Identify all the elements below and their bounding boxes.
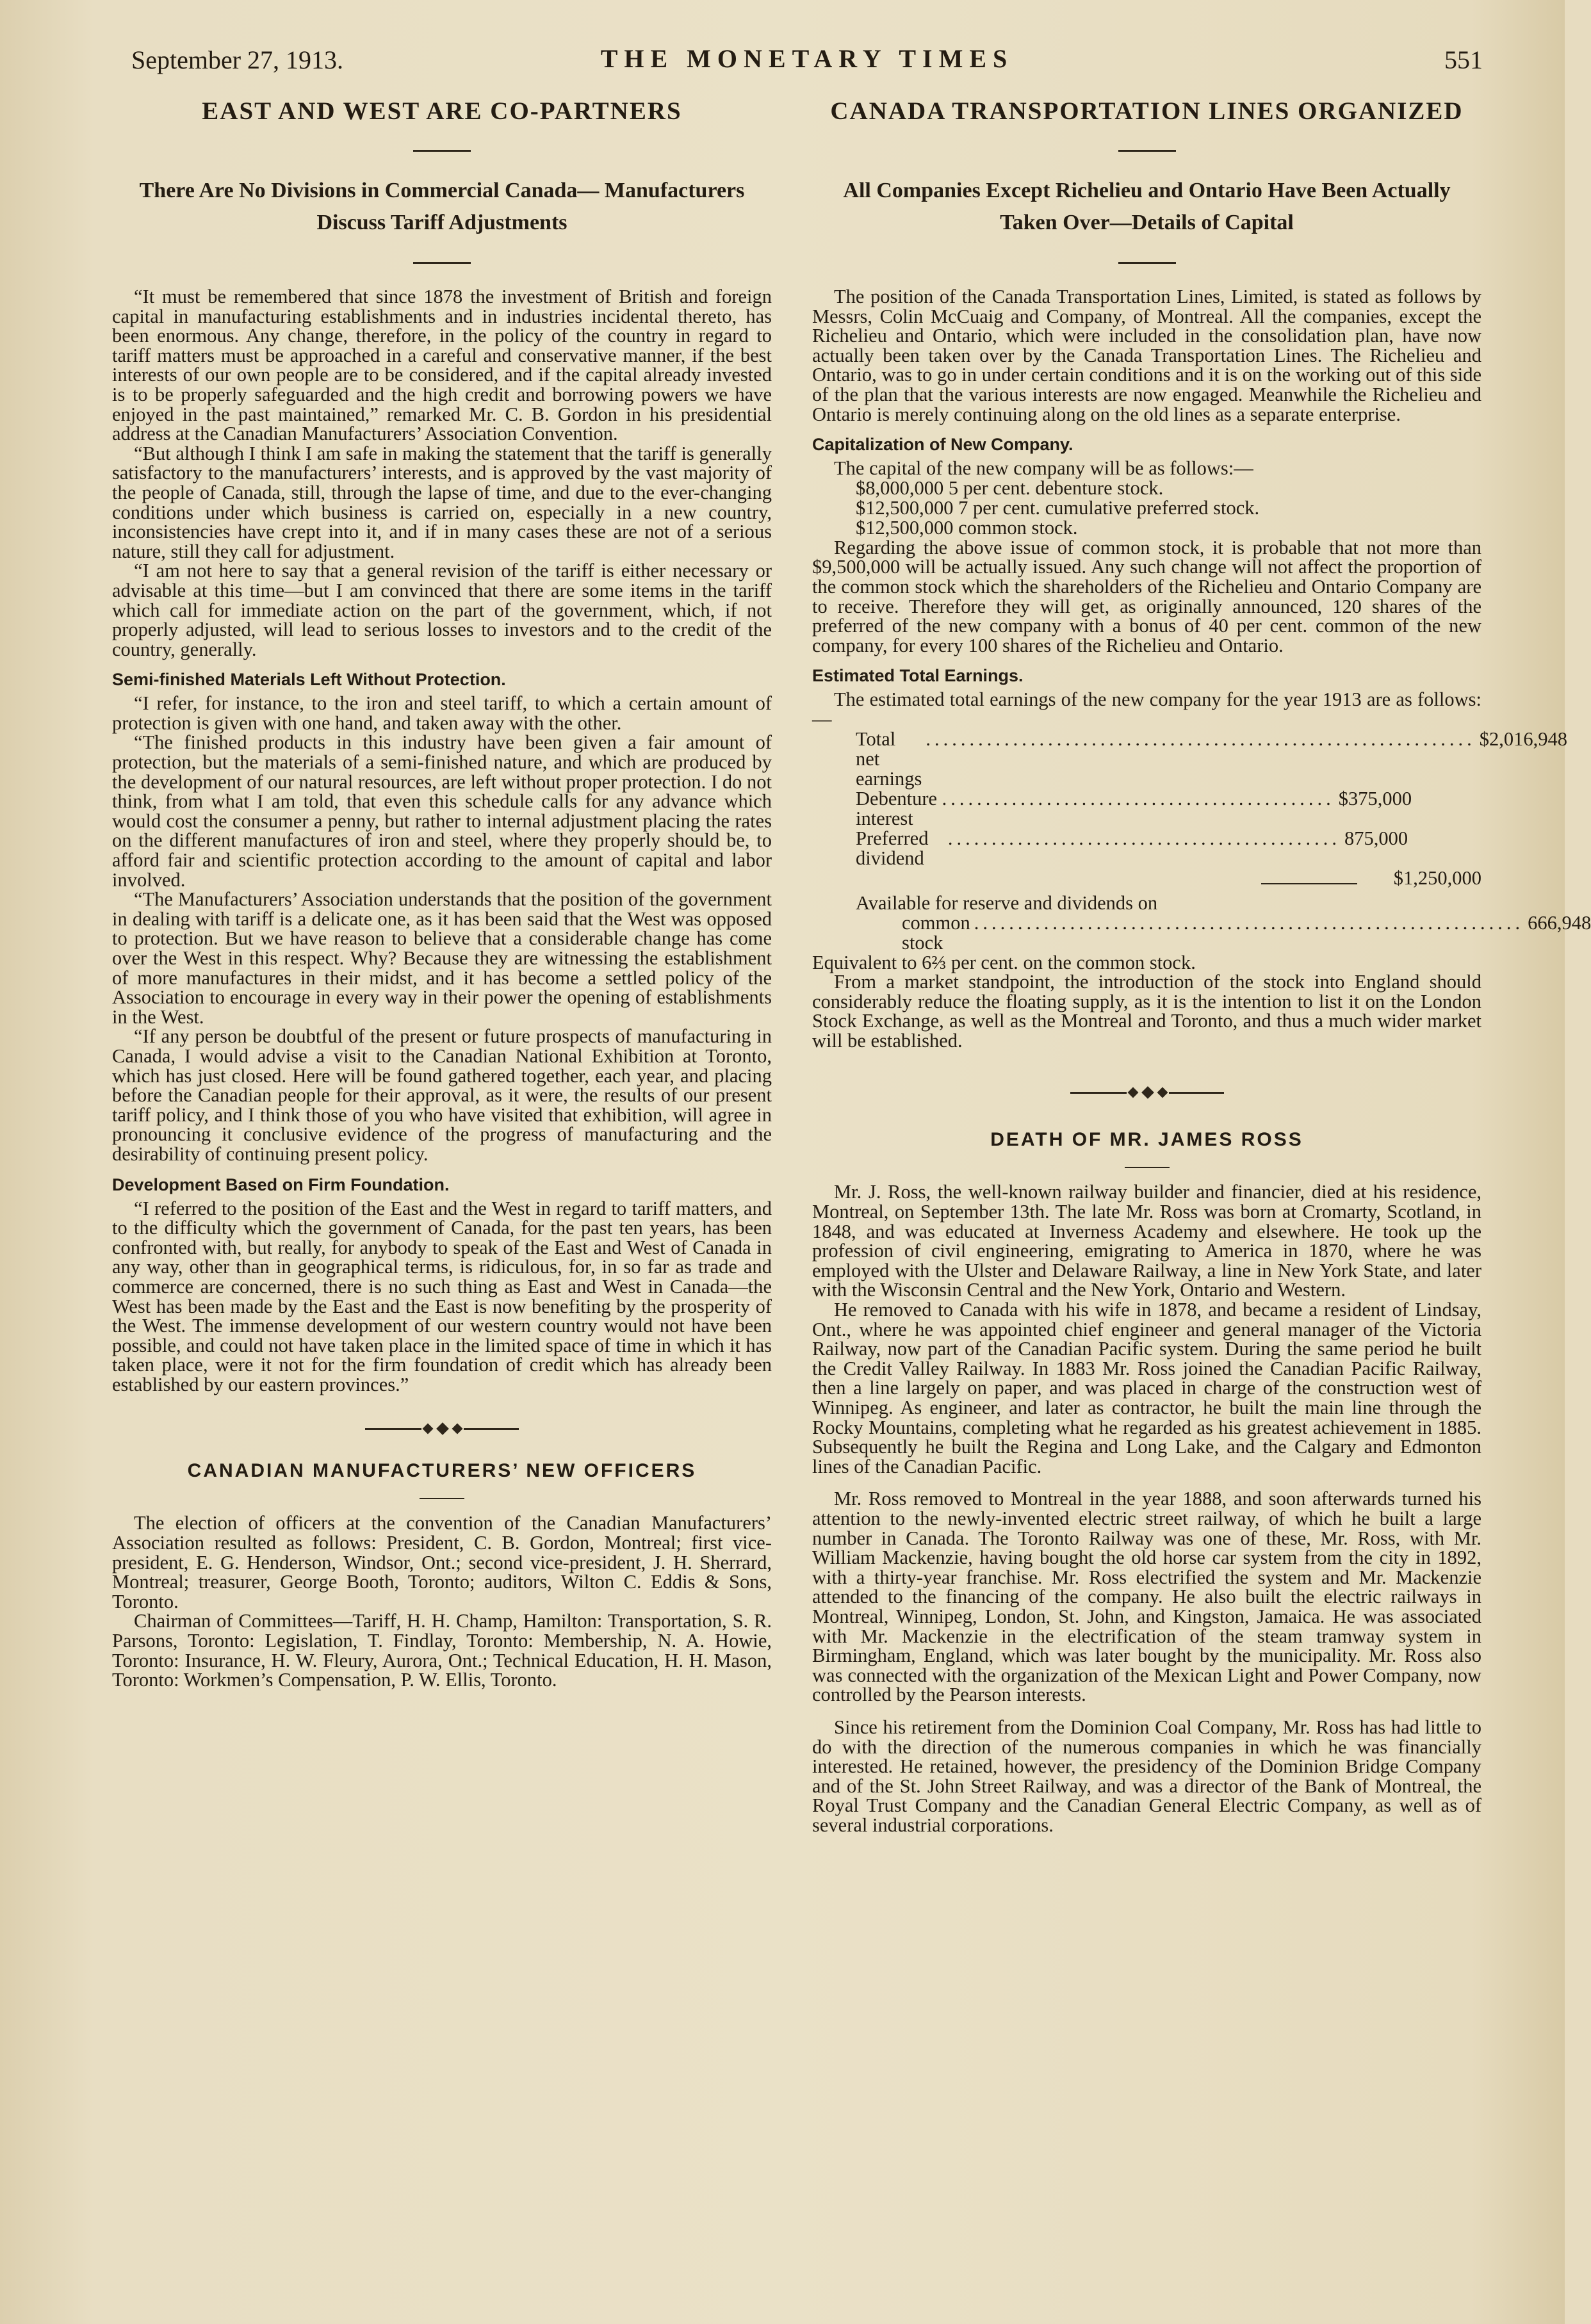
article-headline: CANADIAN MANUFACTURERS’ NEW OFFICERS (187, 1460, 697, 1482)
article-paragraph: “The Manufacturers’ Association understands that the position of the government in dealing with tariff is a delicate one, as it has been said that the West was opposed to protection. But we have reason to believe that a considerable change has come over the West in this respect. Why? Because they are witnessing the establishment of more manufactures in their midst, and it has become a settled policy of the Association to encourage in every way in their power the opening of establishments in the West. (112, 888, 772, 1028)
capital-item: $12,500,000 common stock. (856, 516, 1078, 539)
earnings-row (812, 829, 1481, 868)
divider-rule (413, 262, 471, 264)
capital-item: $8,000,000 5 per cent. debenture stock. (856, 476, 1164, 499)
article-paragraph: Chairman of Committees—Tariff, H. H. Champ, Hamilton: Transportation, S. R. Parsons, Toronto: Legislation, T. Findlay, Toronto: Membership, N. A. Howie, Toronto: Insurance, H. W. Fleury, Aurora, Ont.; Technical Education, H. H. Mason, Toronto: Workmen’s Compensation, P. W. Ellis, Toronto. (112, 1610, 772, 1691)
subheading: Capitalization of New Company. (812, 435, 1073, 455)
article-paragraph: Since his retirement from the Dominion Coal Company, Mr. Ross has had little to do with the direction of the numerous companies in which he was financially interested. He retained, however, the presidency of the Dominion Bridge Company and of the St. John Street Railway, and was a director of the Bank of Montreal, the Royal Trust Company and the Canadian General Electric Company, as well as of several industrial corporations. (812, 1716, 1481, 1836)
masthead: THE MONETARY TIMES (600, 44, 1014, 73)
subheading: Estimated Total Earnings. (812, 666, 1024, 686)
article-paragraph: “It must be remembered that since 1878 the investment of British and foreign capital in manufacturing establishments and in industries incidental thereto, has been enormous. Any change, therefore, in the policy of the country in regard to tariff matters must be approached in a careful and conservative manner, if the best interests of our own people are to be considered, and if the capital already invested is to be properly safeguarded and the high credit and borrowing powers we have enjoyed in the past maintained,” remarked Mr. C. B. Gordon in his presidential address at the Canadian Manufacturers’ Association Convention. (112, 286, 772, 445)
divider-rule (1118, 262, 1176, 264)
right-column (812, 96, 1591, 1836)
divider-rule (1125, 1167, 1170, 1168)
earnings-row (812, 893, 1481, 913)
divider-rule (413, 150, 471, 152)
earnings-row (812, 911, 1591, 954)
divider-rule (420, 1498, 464, 1499)
article-headline: CANADA TRANSPORTATION LINES ORGANIZED (830, 97, 1464, 125)
article-headline: EAST AND WEST ARE CO-PARTNERS (202, 97, 682, 125)
section-ornament (365, 1422, 519, 1435)
earnings-subtotal-row (812, 868, 1481, 888)
earnings-amount: 875,000 (1344, 827, 1408, 849)
article-paragraph: Regarding the above issue of common stock, it is probable that not more than $9,500,000 will be actually issued. Any such change will not affect the proportion of the common stock which the shareholders of the Richelieu and Ontario Company are to receive. Therefore they will get, as originally announced, 120 shares of the preferred of the new company with a bonus of 40 per cent. common of the new company, for every 100 shares of the Richelieu and Ontario. (812, 536, 1481, 656)
leader-dots: ............................................................... (926, 727, 1476, 750)
leader-dots: ............................................. (942, 787, 1335, 809)
earnings-row (812, 727, 1567, 790)
article-paragraph: He removed to Canada with his wife in 1878, and became a resident of Lindsay, Ont., where he was appointed chief engineer and general manager of the Victoria Railway, now part of the Canadian Pacific system. During the same period he built the Credit Valley Railway. In 1883 Mr. Ross joined the Canadian Pacific Railway, then a line largely on paper, and was placed in charge of the construction west of Winnipeg. As engineer, and later as contractor, he built the main line through the Rocky Mountains, completing what he regarded as his greatest achievement in 1885. Subsequently he built the Regina and Long Lake, and the Calgary and Edmonton lines of the Canadian Pacific. (812, 1299, 1481, 1477)
subheading: Development Based on Firm Foundation. (112, 1174, 450, 1194)
earnings-subtotal: $1,250,000 (1393, 866, 1481, 889)
section-ornament (1070, 1086, 1224, 1099)
page-header (131, 40, 1483, 78)
earnings-amount: 666,948 (1528, 911, 1591, 934)
article-paragraph: Mr. Ross removed to Montreal in the year 1888, and soon afterwards turned his attention to the newly-invented electric street railway, of which he built a large number in Canada. The Toronto Railway was one of these, Mr. Ross, with Mr. William Mackenzie, having bought the old horse car system from the city in 1892, with a thirty-year franchise. Mr. Ross electrified the system and Mr. Mackenzie attended to the financing of the company. He also built the electric railways in Montreal, Winnipeg, London, St. John, and Kingston, Jamaica. He was associated with Mr. Mackenzie in the electrification of the steam tramway system in Birmingham, England, which was later bought by the municipality. Mr. Ross also was connected with the organization of the Mexican Light and Power Company, now controlled by the Pearson interests. (812, 1488, 1481, 1706)
earnings-label: common stock (902, 911, 970, 954)
article-paragraph: Mr. J. Ross, the well-known railway builder and financier, died at his residence, Montreal, on September 13th. The late Mr. Ross was born at Cromarty, Scotland, in 1848, and was educated at Inverness Academy and elsewhere. He took up the profession of civil engineering, emigrating to America in 1870, where he was employed with the Ulster and Delaware Railway, a line in New York State, and later with the Wisconsin Central and the New York, Ontario and Western. (812, 1181, 1481, 1301)
earnings-amount: $2,016,948 (1479, 727, 1567, 750)
article-paragraph: “If any person be doubtful of the present or future prospects of manufacturing in Canada, I would advise a visit to the Canadian National Exhibition at Toronto, which has just closed. Here will be found gathered together, each year, and placing before the Canadian people for their approval, as it were, the results of our present tariff policy, and I think those of you who have visited that exhibition, will agree in pronouncing it conclusive evidence of the progress of manufacturing and the desirability of continuing present policy. (112, 1025, 772, 1165)
earnings-label: Total net earnings (856, 727, 922, 790)
earnings-label: Available for reserve and dividends on (856, 891, 1158, 914)
capital-item: $12,500,000 7 per cent. cumulative preferred stock. (856, 496, 1260, 519)
earnings-label: Preferred dividend (856, 827, 929, 869)
leader-dots: ............................................. (947, 827, 1341, 849)
article-paragraph: Equivalent to 6⅔ per cent. on the common stock. (812, 951, 1196, 973)
article-paragraph: “The finished products in this industry have been given a fair amount of protection, but the materials of a semi-finished nature, and which are produced by the development of our natural resources, are left without proper protection. I do not think, from what I am told, that even this schedule calls for any advance which would cost the consumer a penny, but rather to internal adjustment placing the rates on the different manufactures of iron and steel, where they properly should be, to afford fair and scientific protection according to the amount of capital and labor involved. (112, 731, 772, 891)
subheading: Semi-finished Materials Left Without Protection. (112, 670, 506, 690)
page-number: 551 (1444, 45, 1483, 74)
article-paragraph: “I am not here to say that a general revision of the tariff is either necessary or advisable at this time—but I am convinced that there are some items in the tariff which call for immediate action on the part of the government, which, if not properly adjusted, will lead to serious losses to investors and to the credit of the country, generally. (112, 560, 772, 660)
divider-rule (1118, 150, 1176, 152)
header-date: September 27, 1913. (131, 45, 344, 74)
article-headline: DEATH OF MR. JAMES ROSS (990, 1129, 1303, 1151)
article-paragraph: The election of officers at the convention of the Canadian Manufacturers’ Association resulted as follows: President, C. B. Gordon, Montreal; first vice-president, E. G. Henderson, Windsor, Ont.; second vice-president, J. H. Sherrard, Montreal; treasurer, George Booth, Toronto; auditors, Wilton C. Eddis & Sons, Toronto. (112, 1512, 772, 1613)
article-paragraph: “I referred to the position of the East and the West in regard to tariff matters, and to the difficulty which the government of Canada, for the past ten years, has been confronted with, but really, for anybody to speak of the East and West of Canada in any way, other than in geographical terms, is ridiculous, for, in so far as trade and commerce are concerned, there is no such thing as East and West in Canada—the West has been made by the East and the East is now benefiting by the prosperity of the West. The immense development of our western country would not have been possible, and could not have taken place in the limited space of time in which it has taken place, were it not for the firm foundation of credit which has already been established by our eastern provinces.” (112, 1197, 772, 1395)
leader-dots: ............................................................... (974, 911, 1524, 934)
article-paragraph: The position of the Canada Transportation Lines, Limited, is stated as follows by Messrs, Colin McCuaig and Company, of Montreal. All the companies, except the Richelieu and Ontario, which were included in the consolidation plan, have now actually been taken over by the Canada Transportation Lines. The Richelieu and Ontario, was to go in under certain conditions and it is on the working out of this side of the plan that the various interests are now engaged. Meanwhile the Richelieu and Ontario is merely continuing along on the old lines as a separate enterprise. (812, 286, 1481, 425)
earnings-row (812, 789, 1481, 829)
article-paragraph: The estimated total earnings of the new company for the year 1913 are as follows:— (812, 688, 1481, 730)
article-deck: There Are No Divisions in Commercial Canada— Manufacturers Discuss Tariff Adjustments (139, 179, 745, 234)
earnings-amount: $375,000 (1338, 787, 1412, 809)
article-paragraph: “I refer, for instance, to the iron and steel tariff, to which a certain amount of protection is given with one hand, and taken away with the other. (112, 692, 772, 734)
article-paragraph: The capital of the new company will be as follows:— (834, 457, 1253, 480)
article-paragraph: “But although I think I am safe in making the statement that the tariff is generally satisfactory to the manufacturers’ interests, and is approved by the vast majority of the people of Canada, still, through the lapse of time, and due to the ever-changing conditions under which business is carried on, especially in a new country, inconsistencies have crept into it, and if in many cases these are not of a serious nature, still they call for adjustment. (112, 442, 772, 562)
article-deck: All Companies Except Richelieu and Ontario Have Been Actually Taken Over—Details of Capital (843, 179, 1451, 234)
article-paragraph: From a market standpoint, the introduction of the stock into England should considerably reduce the floating supply, as it is the intention to list it on the London Stock Exchange, as well as the Montreal and Toronto, and thus a much wider market will be established. (812, 971, 1481, 1052)
earnings-label: Debenture interest (856, 787, 938, 829)
left-column (112, 96, 772, 1690)
